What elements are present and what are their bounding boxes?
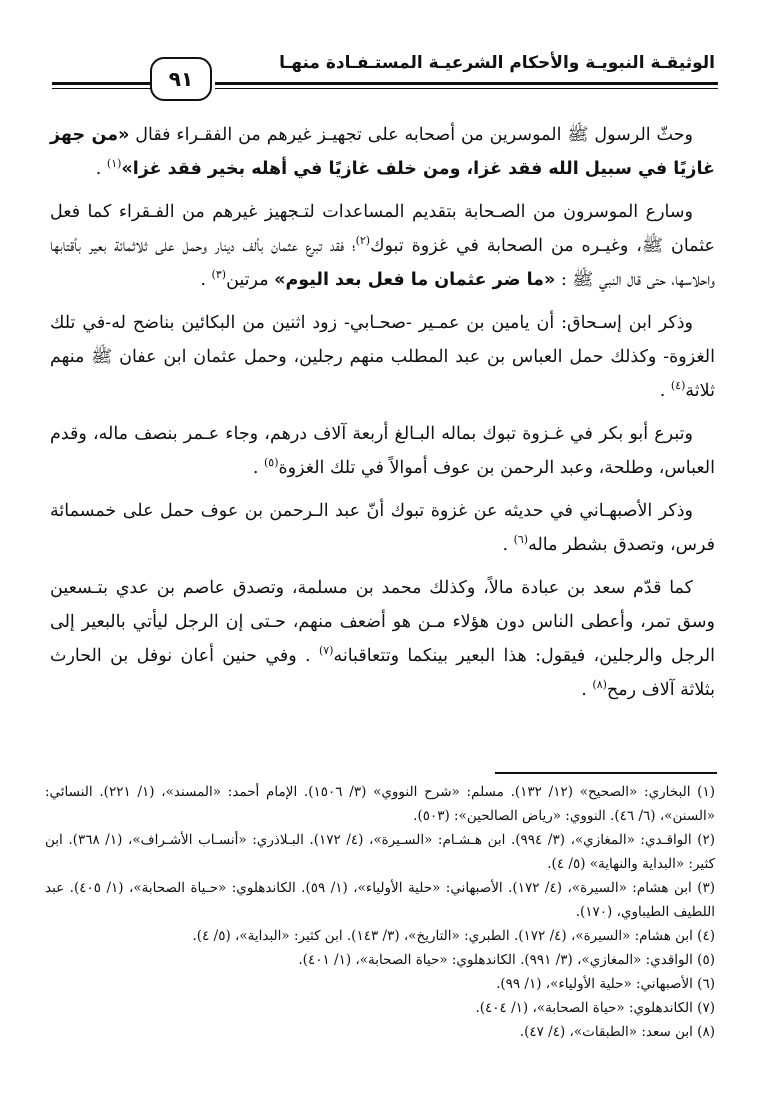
footnotes <box>45 780 715 1044</box>
header-rule-thin <box>215 88 718 89</box>
paragraph-1 <box>50 118 715 186</box>
footnote-ref: (٨) <box>592 678 607 692</box>
paragraph-text: ؛ فقد تبرع عثمان بألف دينار وحمل على ثلاثمائة بعير بأقتابها واحلاسها، حتى قال النبي ﷺ : <box>50 236 715 290</box>
header-rule-left-thin <box>52 88 152 89</box>
hadith-quote: «من جهز غازيًا في سبيل الله فقد غزا، ومن خلف غازيًا في أهله بخير فقد غزا» <box>50 125 715 179</box>
footnote-ref: (٢) <box>355 234 371 248</box>
paragraph-4 <box>50 417 715 485</box>
paragraph-text: وسارع الموسرون من الصـحابة بتقديم المساعدات لتـجهيز غيرهم من الفـقراء كما فعل عثمان ﷺ، وغيـره من الصحابة في غزوة تبوك <box>50 202 716 256</box>
footnote-ref: (٧) <box>318 644 334 658</box>
page-number-badge: ٩١ <box>150 57 212 101</box>
footnote-ref: (٤) <box>670 379 686 393</box>
running-header-title: الوثيقـة النبويـة والأحكام الشرعيـة المستـفـادة منهـا <box>279 53 715 73</box>
paragraph-text: . وفي حنين أعان نوفل بن الحارث بثلاثة آلاف رمح <box>50 646 715 700</box>
paragraph-tail: . <box>252 458 264 478</box>
footnote-2: (٢) الواقـدي: «المغازي»، (٣/ ٩٩٤). ابن هـشـام: «السـيرة»، (٤/ ١٧٢). البـلاذري: «أنسـاب الأشـراف»، (١/ ٣٦٨). ابن كثير: «البداية والنهاية» (٥/ ٤). <box>45 832 716 872</box>
header-rule-thick <box>215 82 718 85</box>
paragraph-tail: . <box>659 381 671 401</box>
footnote-divider <box>495 772 717 774</box>
footnote-ref: (٥) <box>263 456 279 470</box>
hadith-quote: «ما ضر عثمان ما فعل بعد اليوم» <box>274 270 556 290</box>
paragraph-tail: . <box>200 270 212 290</box>
paragraph-text: مرتين <box>226 270 275 290</box>
paragraph-2 <box>50 195 715 297</box>
paragraph-text: وحثّ الرسول ﷺ الموسرين من أصحابه على تجهيـز غيرهم من الفقـراء فقال <box>129 125 693 145</box>
paragraph-text: كما قدّم سعد بن عبادة مالاً، وكذلك محمد بن مسلمة، وتصدق عاصم بن عدي بتـسعين وسق تمر، وأعطى الناس دون هؤلاء مـن هو أضعف منهم، حـتى إن الرجل ليأتي بالبعير إلى الرجل والرجلين، فيقول: هذا البعير بينكما وتتعاقبانه <box>50 578 715 666</box>
paragraph-tail: . <box>581 680 593 700</box>
footnote-4: (٤) ابن هشام: «السيرة»، (٤/ ١٧٢). الطبري: «التاريخ»، (٣/ ١٤٣). ابن كثير: «البداية»، (٥/ ٤). <box>192 928 715 944</box>
paragraph-text: وتبرع أبو بكر في غـزوة تبوك بماله البـالغ أربعة آلاف درهم، وجاء عـمر بنصف ماله، وقدم العباس، وطلحة، وعبد الرحمن بن عوف أموالاً في تلك الغزوة <box>50 424 715 478</box>
footnote-3: (٣) ابن هشام: «السيرة»، (٤/ ١٧٢). الأصبهاني: «حلية الأولياء»، (١/ ٥٩). الكاندهلوي: «حـياة الصحابة»، (١/ ٤٠٥). عبد اللطيف الطيباوي، (١٧٠). <box>45 880 716 920</box>
paragraph-text: وذكر الأصبهـاني في حديثه عن غزوة تبوك أنّ عبد الـرحمن بن عوف حمل على خمسمائة فرس، وتصدق بشطر ماله <box>50 501 715 555</box>
header-rule-left-thick <box>52 82 152 85</box>
footnote-6: (٦) الأصبهاني: «حلية الأولياء»، (١/ ٩٩). <box>496 976 715 992</box>
paragraph-text: وذكر ابن إسـحاق: أن يامين بن عمـير -صحـابي- زود اثنين من البكائين بناضح له-في تلك الغزوة- وكذلك حمل العباس بن عبد المطلب منهم رجلين، وحمل عثمان ابن عفان ﷺ منهم ثلاثة <box>50 313 715 401</box>
main-text <box>50 118 715 716</box>
footnote-ref: (٣) <box>211 268 227 282</box>
footnote-5: (٥) الواقدي: «المغازي»، (٣/ ٩٩١). الكاندهلوي: «حياة الصحابة»، (١/ ٤٠١). <box>298 952 715 968</box>
paragraph-5 <box>50 494 715 562</box>
paragraph-6 <box>50 571 715 707</box>
paragraph-tail: . <box>502 535 514 555</box>
paragraph-3 <box>50 306 715 408</box>
paragraph-tail: . <box>95 159 107 179</box>
footnote-1: (١) البخاري: «الصحيح» (١٢/ ١٣٢). مسلم: «شرح النووي» (٣/ ١٥٠٦). الإمام أحمد: «المسند»، (١/ ٢٢١). النسائي: «السنن»، (٦/ ٤٦). النووي: «رياض الصالحين»: (٥٠٣). <box>45 784 715 824</box>
footnote-7: (٧) الكاندهلوي: «حياة الصحابة»، (١/ ٤٠٤). <box>475 1000 715 1016</box>
footnote-ref: (١) <box>106 157 122 171</box>
footnote-ref: (٦) <box>513 533 529 547</box>
footnote-8: (٨) ابن سعد: «الطبقات»، (٤/ ٤٧). <box>519 1024 715 1040</box>
